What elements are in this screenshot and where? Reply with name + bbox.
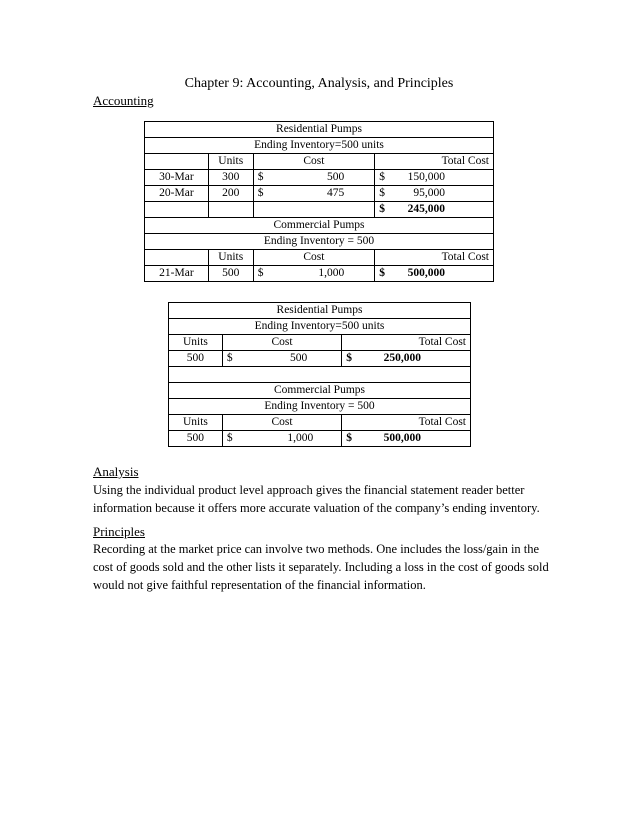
col-total-cost: Total Cost: [375, 250, 494, 266]
analysis-paragraph: Using the individual product level approach gives the financial statement reader better information because it offers more accurate valuation of the company’s ending inventory.: [93, 483, 540, 515]
row-total: 250,000: [383, 352, 421, 364]
row-cost: 1,000: [287, 432, 314, 444]
analysis-heading: Analysis: [93, 464, 139, 479]
currency-symbol: $: [379, 203, 385, 215]
row-date: 20-Mar: [145, 186, 209, 202]
row-total: 500,000: [383, 432, 421, 444]
row-units: 500: [208, 266, 253, 282]
row-total: 150,000: [407, 171, 445, 183]
col-units: Units: [169, 415, 223, 431]
col-units: Units: [208, 154, 253, 170]
col-total-cost: Total Cost: [342, 415, 471, 431]
currency-symbol: $: [346, 432, 353, 444]
residential-subheader: Ending Inventory=500 units: [169, 319, 471, 335]
commercial-subheader: Ending Inventory = 500: [145, 234, 494, 250]
row-date: 30-Mar: [145, 170, 209, 186]
table-row: [145, 266, 494, 282]
commercial-header: Commercial Pumps: [145, 218, 494, 234]
currency-symbol: $: [257, 171, 264, 183]
row-date: 21-Mar: [145, 266, 209, 282]
col-cost: Cost: [222, 415, 341, 431]
row-units: 500: [169, 431, 223, 447]
currency-symbol: $: [379, 267, 385, 279]
currency-symbol: $: [346, 352, 353, 364]
col-cost: Cost: [222, 335, 341, 351]
residential-subheader: Ending Inventory=500 units: [145, 138, 494, 154]
residential-header: Residential Pumps: [169, 303, 471, 319]
col-cost: Cost: [253, 250, 374, 266]
currency-symbol: $: [226, 432, 233, 444]
page-title: Chapter 9: Accounting, Analysis, and Principles: [184, 76, 454, 91]
col-total-cost: Total Cost: [342, 335, 471, 351]
col-cost: Cost: [253, 154, 374, 170]
principles-paragraph: Recording at the market price can involve two methods. One includes the loss/gain in the cost of goods sold and the other lists it separately. Including a loss in the cost of goods sold would not give faithful representation of the financial information.: [93, 542, 549, 592]
table-row: [169, 351, 471, 367]
row-units: 500: [169, 351, 223, 367]
currency-symbol: $: [379, 187, 385, 199]
row-total: 500,000: [407, 267, 445, 279]
row-total: 95,000: [413, 187, 445, 199]
table-row: [145, 170, 494, 186]
residential-total: 245,000: [407, 203, 445, 215]
col-units: Units: [169, 335, 223, 351]
row-cost: 500: [290, 352, 308, 364]
principles-heading: Principles: [93, 524, 145, 539]
currency-symbol: $: [379, 171, 385, 183]
table-row: [169, 431, 471, 447]
table-row: [145, 186, 494, 202]
commercial-header: Commercial Pumps: [169, 383, 471, 399]
row-units: 200: [208, 186, 253, 202]
commercial-subheader: Ending Inventory = 500: [169, 399, 471, 415]
total-row: [145, 202, 494, 218]
residential-header: Residential Pumps: [145, 122, 494, 138]
currency-symbol: $: [257, 267, 264, 279]
spacer-row: [169, 367, 471, 383]
currency-symbol: $: [226, 352, 233, 364]
row-cost: 475: [326, 187, 345, 199]
col-units: Units: [208, 250, 253, 266]
accounting-heading: Accounting: [93, 93, 154, 108]
currency-symbol: $: [257, 187, 264, 199]
row-cost: 500: [326, 171, 345, 183]
row-cost: 1,000: [318, 267, 345, 279]
inventory-table-by-date: [144, 121, 494, 282]
col-total-cost: Total Cost: [375, 154, 494, 170]
row-units: 300: [208, 170, 253, 186]
inventory-table-summary: [168, 302, 471, 447]
